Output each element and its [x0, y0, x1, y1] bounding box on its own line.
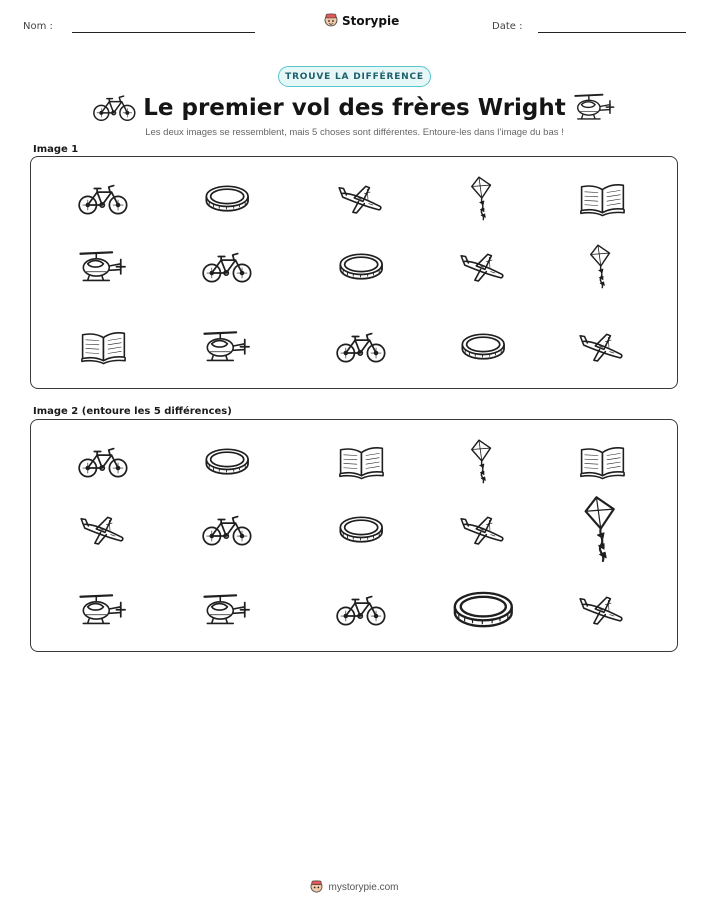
kite-icon [443, 164, 523, 234]
title-helicopter-icon [580, 93, 610, 123]
footer-url: mystorypie.com [328, 881, 399, 893]
airplane-icon[interactable] [63, 495, 143, 565]
image1-label: Image 1 [33, 144, 79, 155]
title-row [0, 92, 709, 124]
book-icon [562, 164, 642, 234]
coin-icon[interactable] [321, 495, 401, 565]
bicycle-icon [63, 164, 143, 234]
image1-panel [30, 156, 678, 389]
bicycle-icon[interactable] [187, 495, 267, 565]
title-bicycle-icon [99, 96, 129, 120]
activity-badge: TROUVE LA DIFFÉRENCE [278, 66, 431, 87]
helicopter-icon [187, 312, 267, 382]
bicycle-icon[interactable] [321, 575, 401, 645]
book-icon [63, 312, 143, 382]
bicycle-icon [321, 312, 401, 382]
name-line[interactable] [72, 32, 255, 33]
airplane-icon [562, 312, 642, 382]
kite-icon [562, 232, 642, 302]
book-icon[interactable] [321, 427, 401, 497]
helicopter-icon [63, 232, 143, 302]
brand-logo [324, 13, 399, 28]
date-line[interactable] [538, 32, 686, 33]
helicopter-icon[interactable] [187, 575, 267, 645]
date-label: Date : [492, 21, 523, 32]
coin-icon[interactable] [187, 427, 267, 497]
bicycle-icon [187, 232, 267, 302]
airplane-icon [321, 164, 401, 234]
brand-name: Storypie [342, 13, 400, 28]
airplane-icon[interactable] [562, 575, 642, 645]
image2-panel[interactable] [30, 419, 678, 652]
image2-label: Image 2 (entoure les 5 différences) [33, 406, 232, 417]
coin-icon[interactable] [428, 575, 538, 645]
page-title: Le premier vol des frères Wright [143, 95, 566, 121]
storypie-mascot-icon [324, 13, 338, 28]
storypie-mascot-icon [310, 880, 323, 894]
bicycle-icon[interactable] [63, 427, 143, 497]
name-label: Nom : [23, 21, 53, 32]
footer [0, 880, 709, 894]
kite-icon[interactable] [562, 475, 642, 585]
helicopter-icon[interactable] [63, 575, 143, 645]
coin-icon [187, 164, 267, 234]
airplane-icon [443, 232, 523, 302]
instructions: Les deux images se ressemblent, mais 5 choses sont différentes. Entoure-les dans l’image du bas ! [145, 127, 564, 138]
coin-icon [443, 312, 523, 382]
airplane-icon[interactable] [443, 495, 523, 565]
kite-icon[interactable] [443, 427, 523, 497]
coin-icon [321, 232, 401, 302]
